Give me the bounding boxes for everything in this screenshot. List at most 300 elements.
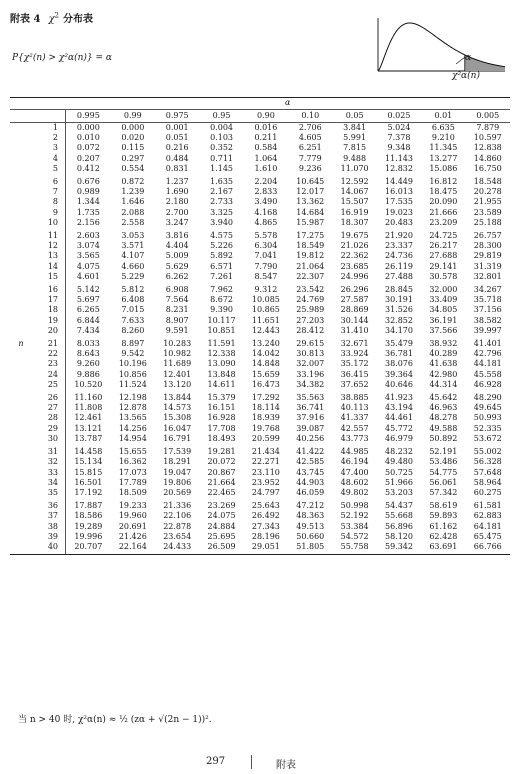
table-cell: 14.684 — [296, 207, 325, 217]
table-cell: 57.648 — [473, 467, 502, 477]
table-cell: 5.812 — [121, 285, 145, 295]
table-row — [10, 316, 510, 326]
table-row — [10, 295, 510, 305]
degrees-of-freedom-cell: 37 — [32, 511, 66, 521]
degrees-of-freedom-cell: 17 — [32, 295, 66, 305]
table-cell: 15.815 — [74, 467, 103, 477]
row-group-label — [10, 478, 32, 488]
table-cell: 37.156 — [473, 305, 502, 315]
table-cell: 23.209 — [429, 217, 458, 227]
table-cell: 38.885 — [340, 393, 369, 403]
table-cell: 14.458 — [74, 447, 103, 457]
table-cell: 0.115 — [121, 143, 145, 153]
table-cell: 11.070 — [340, 163, 369, 173]
row-group-label — [10, 511, 32, 521]
table-cell: 41.401 — [473, 339, 502, 349]
table-cell: 21.666 — [429, 207, 458, 217]
table-cell: 19.281 — [207, 447, 236, 457]
table-row — [10, 349, 510, 359]
table-cell: 10.283 — [163, 339, 192, 349]
degrees-of-freedom-cell: 38 — [32, 522, 66, 532]
table-cell: 27.343 — [251, 521, 280, 531]
table-cell: 41.923 — [384, 393, 413, 403]
table-cell: 18.509 — [118, 487, 147, 497]
table-cell: 2.833 — [254, 187, 278, 197]
table-cell: 62.883 — [473, 511, 502, 521]
table-cell: 16.362 — [118, 457, 147, 467]
table-cell: 17.073 — [118, 467, 147, 477]
table-cell: 13.844 — [163, 393, 192, 403]
table-cell: 6.408 — [121, 295, 145, 305]
table-cell: 21.064 — [296, 261, 325, 271]
degrees-of-freedom-cell: 40 — [32, 542, 66, 555]
degrees-of-freedom-cell: 1 — [32, 123, 66, 134]
table-cell: 18.307 — [340, 217, 369, 227]
table-cell: 8.231 — [165, 305, 189, 315]
table-cell: 33.196 — [296, 369, 325, 379]
table-cell: 44.461 — [384, 413, 413, 423]
table-cell: 9.348 — [387, 143, 411, 153]
table-cell: 42.980 — [429, 369, 458, 379]
table-cell: 48.278 — [429, 413, 458, 423]
row-group-label — [10, 424, 32, 434]
table-cell: 0.216 — [165, 143, 189, 153]
table-cell: 2.700 — [165, 207, 189, 217]
degrees-of-freedom-cell: 28 — [32, 413, 66, 423]
table-cell: 14.042 — [251, 349, 280, 359]
table-cell: 2.167 — [210, 187, 233, 197]
table-row — [10, 532, 510, 542]
table-cell: 3.053 — [121, 231, 145, 241]
table-row — [10, 444, 510, 457]
table-cell: 47.212 — [296, 501, 325, 511]
table-cell: 4.404 — [165, 241, 189, 251]
table-cell: 3.565 — [76, 251, 100, 261]
table-cell: 56.061 — [429, 477, 458, 487]
table-cell: 14.256 — [118, 423, 147, 433]
table-cell: 3.940 — [210, 217, 233, 227]
table-cell: 20.867 — [207, 467, 236, 477]
table-cell: 20.569 — [163, 487, 192, 497]
table-cell: 51.966 — [384, 477, 413, 487]
table-cell: 0.872 — [121, 177, 145, 187]
table-cell: 6.844 — [76, 315, 100, 325]
table-cell: 28.845 — [384, 285, 413, 295]
row-group-label — [10, 295, 32, 305]
table-cell: 15.379 — [207, 393, 236, 403]
table-cell: 43.773 — [340, 433, 369, 443]
table-cell: 54.775 — [429, 467, 458, 477]
table-row — [10, 282, 510, 295]
table-cell: 39.997 — [473, 325, 502, 335]
table-cell: 10.645 — [296, 177, 325, 187]
degrees-of-freedom-cell: 18 — [32, 305, 66, 315]
table-cell: 15.987 — [296, 217, 325, 227]
table-row — [10, 413, 510, 423]
table-cell: 22.307 — [296, 271, 325, 281]
table-cell: 25.695 — [207, 531, 236, 541]
table-cell: 21.664 — [207, 477, 236, 487]
table-cell: 0.103 — [210, 133, 233, 143]
table-cell: 14.449 — [384, 177, 413, 187]
table-cell: 7.879 — [476, 123, 500, 132]
table-cell: 29.051 — [244, 542, 288, 555]
chi-square-density-figure — [372, 16, 508, 86]
degrees-of-freedom-cell: 30 — [32, 434, 66, 444]
heading-chi-symbol: $\chi^2$ — [48, 11, 59, 25]
table-cell: 0.484 — [165, 153, 189, 163]
table-row — [10, 208, 510, 218]
table-cell: 58.120 — [384, 531, 413, 541]
figure-critical-value-label: χ²α(n) — [452, 71, 480, 81]
table-cell: 7.790 — [254, 261, 278, 271]
table-cell: 4.575 — [210, 231, 233, 241]
table-cell: 11.524 — [118, 379, 147, 389]
table-cell: 52.191 — [429, 447, 458, 457]
table-cell: 22.465 — [207, 487, 236, 497]
table-cell: 24.884 — [207, 521, 236, 531]
table-cell: 9.886 — [76, 369, 100, 379]
table-cell: 49.480 — [384, 457, 413, 467]
table-cell: 16.919 — [340, 207, 369, 217]
table-cell: 7.378 — [387, 133, 411, 143]
table-cell: 17.708 — [207, 423, 236, 433]
table-cell: 0.211 — [254, 133, 278, 143]
degrees-of-freedom-cell: 13 — [32, 251, 66, 261]
probability-formula: P{χ²(n) > χ²α(n)} = α — [12, 53, 112, 63]
degrees-of-freedom-cell: 20 — [32, 326, 66, 336]
table-cell: 35.718 — [473, 295, 502, 305]
table-cell: 14.860 — [473, 153, 502, 163]
table-cell: 51.805 — [288, 542, 332, 555]
degrees-of-freedom-cell: 12 — [32, 241, 66, 251]
table-cell: 24.433 — [155, 542, 199, 555]
row-group-label — [10, 349, 32, 359]
row-group-label — [10, 143, 32, 153]
table-cell: 13.277 — [429, 153, 458, 163]
table-row — [10, 251, 510, 261]
table-cell: 11.651 — [251, 315, 280, 325]
table-cell: 6.571 — [210, 261, 233, 271]
table-cell: 23.110 — [251, 467, 280, 477]
table-row — [10, 197, 510, 207]
table-cell: 16.013 — [384, 187, 413, 197]
table-cell: 55.668 — [384, 511, 413, 521]
table-cell: 19.675 — [340, 231, 369, 241]
table-cell: 59.893 — [429, 511, 458, 521]
row-group-label — [10, 133, 32, 143]
table-cell: 12.838 — [473, 143, 502, 153]
table-cell: 34.805 — [429, 305, 458, 315]
table-row — [10, 174, 510, 187]
degrees-of-freedom-cell: 26 — [32, 390, 66, 403]
table-cell: 26.296 — [340, 285, 369, 295]
table-cell: 0.000 — [121, 123, 145, 132]
table-cell: 3.247 — [165, 217, 189, 227]
table-cell: 27.688 — [429, 251, 458, 261]
table-cell: 4.601 — [76, 271, 100, 281]
table-cell: 11.689 — [163, 359, 192, 369]
degrees-of-freedom-cell: 25 — [32, 380, 66, 390]
table-cell: 7.261 — [210, 271, 233, 281]
table-cell: 4.168 — [254, 207, 278, 217]
table-cell: 29.141 — [429, 261, 458, 271]
table-cell: 6.251 — [298, 143, 322, 153]
table-cell: 38.076 — [384, 359, 413, 369]
table-cell: 20.483 — [384, 217, 413, 227]
table-cell: 5.024 — [387, 123, 411, 132]
table-cell: 39.364 — [384, 369, 413, 379]
row-group-label — [10, 390, 32, 403]
table-cell: 57.342 — [429, 487, 458, 497]
degrees-of-freedom-cell: 8 — [32, 197, 66, 207]
table-cell: 16.812 — [429, 177, 458, 187]
table-cell: 5.009 — [165, 251, 189, 261]
table-cell: 36.741 — [296, 403, 325, 413]
table-cell: 40.256 — [296, 433, 325, 443]
table-cell: 19.806 — [163, 477, 192, 487]
table-cell: 22.106 — [163, 511, 192, 521]
table-cell: 19.960 — [118, 511, 147, 521]
table-cell: 14.067 — [340, 187, 369, 197]
table-cell: 49.513 — [296, 521, 325, 531]
table-cell: 23.654 — [163, 531, 192, 541]
table-cell: 3.571 — [121, 241, 145, 251]
table-cell: 6.265 — [76, 305, 100, 315]
table-cell: 28.196 — [251, 531, 280, 541]
table-cell: 29.615 — [296, 339, 325, 349]
degrees-of-freedom-cell: 15 — [32, 272, 66, 282]
table-cell: 44.903 — [296, 477, 325, 487]
row-group-label — [10, 359, 32, 369]
row-group-label — [10, 444, 32, 457]
table-cell: 23.685 — [340, 261, 369, 271]
table-cell: 26.217 — [429, 241, 458, 251]
table-cell: 45.558 — [473, 369, 502, 379]
table-cell: 0.016 — [254, 123, 278, 132]
table-row — [10, 488, 510, 498]
table-cell: 0.297 — [121, 153, 145, 163]
table-cell: 16.473 — [251, 379, 280, 389]
table-cell: 17.275 — [296, 231, 325, 241]
table-cell: 52.335 — [473, 423, 502, 433]
table-cell: 16.151 — [207, 403, 236, 413]
alpha-column-header: 0.05 — [332, 110, 376, 123]
row-group-label — [10, 187, 32, 197]
table-cell: 5.991 — [343, 133, 367, 143]
table-cell: 35.479 — [384, 339, 413, 349]
table-cell: 4.075 — [76, 261, 100, 271]
table-cell: 2.603 — [76, 231, 100, 241]
table-cell: 37.652 — [340, 379, 369, 389]
table-cell: 66.766 — [466, 542, 510, 555]
row-group-label — [10, 197, 32, 207]
table-cell: 30.191 — [384, 295, 413, 305]
table-cell: 26.509 — [199, 542, 243, 555]
table-cell: 7.015 — [121, 305, 145, 315]
table-cell: 53.384 — [340, 521, 369, 531]
degrees-of-freedom-cell: 10 — [32, 218, 66, 228]
degrees-of-freedom-cell: 7 — [32, 187, 66, 197]
row-group-label — [10, 316, 32, 326]
table-cell: 19.023 — [384, 207, 413, 217]
table-cell: 17.539 — [163, 447, 192, 457]
table-row — [10, 228, 510, 241]
table-cell: 32.007 — [296, 359, 325, 369]
table-cell: 50.660 — [296, 531, 325, 541]
table-cell: 54.572 — [340, 531, 369, 541]
table-cell: 9.312 — [254, 285, 278, 295]
table-row — [10, 305, 510, 315]
table-cell: 13.362 — [296, 197, 325, 207]
table-row — [10, 154, 510, 164]
table-cell: 0.831 — [165, 163, 189, 173]
row-group-label — [10, 262, 32, 272]
row-group-label — [10, 413, 32, 423]
table-row — [10, 359, 510, 369]
table-cell: 6.262 — [165, 271, 189, 281]
approximation-note: 当 n > 40 时, χ²α(n) ≈ ½ (zα + √(2n − 1))². — [18, 715, 212, 725]
degrees-of-freedom-cell: 6 — [32, 174, 66, 187]
table-cell: 53.486 — [429, 457, 458, 467]
table-row — [10, 326, 510, 336]
table-cell: 2.706 — [298, 123, 322, 132]
table-cell: 13.787 — [74, 433, 103, 443]
table-row — [10, 457, 510, 467]
figure-alpha-label: α — [465, 53, 472, 63]
table-cell: 40.646 — [384, 379, 413, 389]
table-cell: 8.260 — [121, 325, 145, 335]
table-cell: 20.691 — [118, 521, 147, 531]
table-cell: 45.642 — [429, 393, 458, 403]
table-cell: 29.819 — [473, 251, 502, 261]
table-cell: 50.993 — [473, 413, 502, 423]
table-cell: 55.002 — [473, 447, 502, 457]
table-cell: 0.584 — [254, 143, 278, 153]
table-cell: 49.588 — [429, 423, 458, 433]
table-cell: 24.725 — [429, 231, 458, 241]
table-cell: 46.963 — [429, 403, 458, 413]
table-cell: 0.711 — [210, 153, 233, 163]
table-row — [10, 187, 510, 197]
table-cell: 1.735 — [76, 207, 100, 217]
table-cell: 21.920 — [384, 231, 413, 241]
table-cell: 11.143 — [384, 153, 413, 163]
table-cell: 0.001 — [165, 123, 189, 132]
table-cell: 11.808 — [74, 403, 103, 413]
table-cell: 56.328 — [473, 457, 502, 467]
table-cell: 8.547 — [254, 271, 278, 281]
row-group-label — [10, 488, 32, 498]
table-cell: 38.932 — [429, 339, 458, 349]
table-cell: 16.750 — [473, 163, 502, 173]
corner-cell — [10, 110, 32, 123]
table-cell: 7.041 — [254, 251, 278, 261]
table-cell: 35.563 — [296, 393, 325, 403]
table-cell: 16.501 — [74, 477, 103, 487]
degrees-of-freedom-cell: 23 — [32, 359, 66, 369]
table-cell: 42.557 — [340, 423, 369, 433]
table-cell: 33.924 — [340, 349, 369, 359]
table-cell: 50.892 — [429, 433, 458, 443]
table-cell: 49.645 — [473, 403, 502, 413]
alpha-column-header: 0.10 — [288, 110, 332, 123]
table-cell: 22.362 — [340, 251, 369, 261]
table-cell: 7.779 — [298, 153, 322, 163]
table-cell: 8.897 — [121, 339, 145, 349]
table-cell: 55.758 — [332, 542, 376, 555]
table-cell: 10.520 — [74, 379, 103, 389]
table-cell: 15.659 — [251, 369, 280, 379]
alpha-column-header: 0.005 — [466, 110, 510, 123]
table-cell: 14.848 — [251, 359, 280, 369]
table-cell: 3.490 — [254, 197, 278, 207]
footer-section: 附表 — [276, 760, 296, 771]
table-cell: 12.878 — [118, 403, 147, 413]
row-group-label — [10, 326, 32, 336]
degrees-of-freedom-cell: 32 — [32, 457, 66, 467]
table-cell: 19.812 — [296, 251, 325, 261]
alpha-column-header: 0.95 — [199, 110, 243, 123]
table-cell: 53.672 — [473, 433, 502, 443]
table-cell: 18.475 — [429, 187, 458, 197]
table-cell: 12.461 — [74, 413, 103, 423]
table-cell: 46.928 — [473, 379, 502, 389]
alpha-column-header: 0.01 — [421, 110, 465, 123]
table-cell: 7.962 — [210, 285, 233, 295]
table-row — [10, 133, 510, 143]
table-cell: 21.026 — [340, 241, 369, 251]
chi-square-table — [10, 97, 510, 555]
heading-title: 分布表 — [62, 14, 93, 25]
table-cell: 20.599 — [251, 433, 280, 443]
table-cell: 38.582 — [473, 315, 502, 325]
table-cell: 42.585 — [296, 457, 325, 467]
table-cell: 0.554 — [121, 163, 145, 173]
table-cell: 40.289 — [429, 349, 458, 359]
degrees-of-freedom-cell: 34 — [32, 478, 66, 488]
table-row — [10, 241, 510, 251]
table-cell: 0.010 — [76, 133, 100, 143]
table-cell: 3.325 — [210, 207, 233, 217]
table-cell: 2.558 — [121, 217, 145, 227]
table-cell: 10.597 — [473, 133, 502, 143]
table-cell: 10.982 — [163, 349, 192, 359]
table-cell: 19.768 — [251, 423, 280, 433]
table-cell: 18.548 — [473, 177, 502, 187]
degrees-of-freedom-cell: 22 — [32, 349, 66, 359]
table-cell: 14.954 — [118, 433, 147, 443]
degrees-of-freedom-cell: 21 — [32, 336, 66, 349]
table-cell: 11.345 — [429, 143, 458, 153]
row-group-label — [10, 434, 32, 444]
table-cell: 14.611 — [207, 379, 236, 389]
table-cell: 20.072 — [207, 457, 236, 467]
table-cell: 7.633 — [121, 315, 145, 325]
table-row — [10, 498, 510, 511]
table-cell: 9.260 — [76, 359, 100, 369]
table-cell: 22.164 — [111, 542, 155, 555]
table-cell: 19.289 — [74, 521, 103, 531]
degrees-of-freedom-cell: 35 — [32, 488, 66, 498]
table-cell: 44.314 — [429, 379, 458, 389]
row-group-label — [10, 251, 32, 261]
table-cell: 6.304 — [254, 241, 278, 251]
table-cell: 4.660 — [121, 261, 145, 271]
table-cell: 46.059 — [296, 487, 325, 497]
table-row — [10, 403, 510, 413]
row-group-label — [10, 457, 32, 467]
